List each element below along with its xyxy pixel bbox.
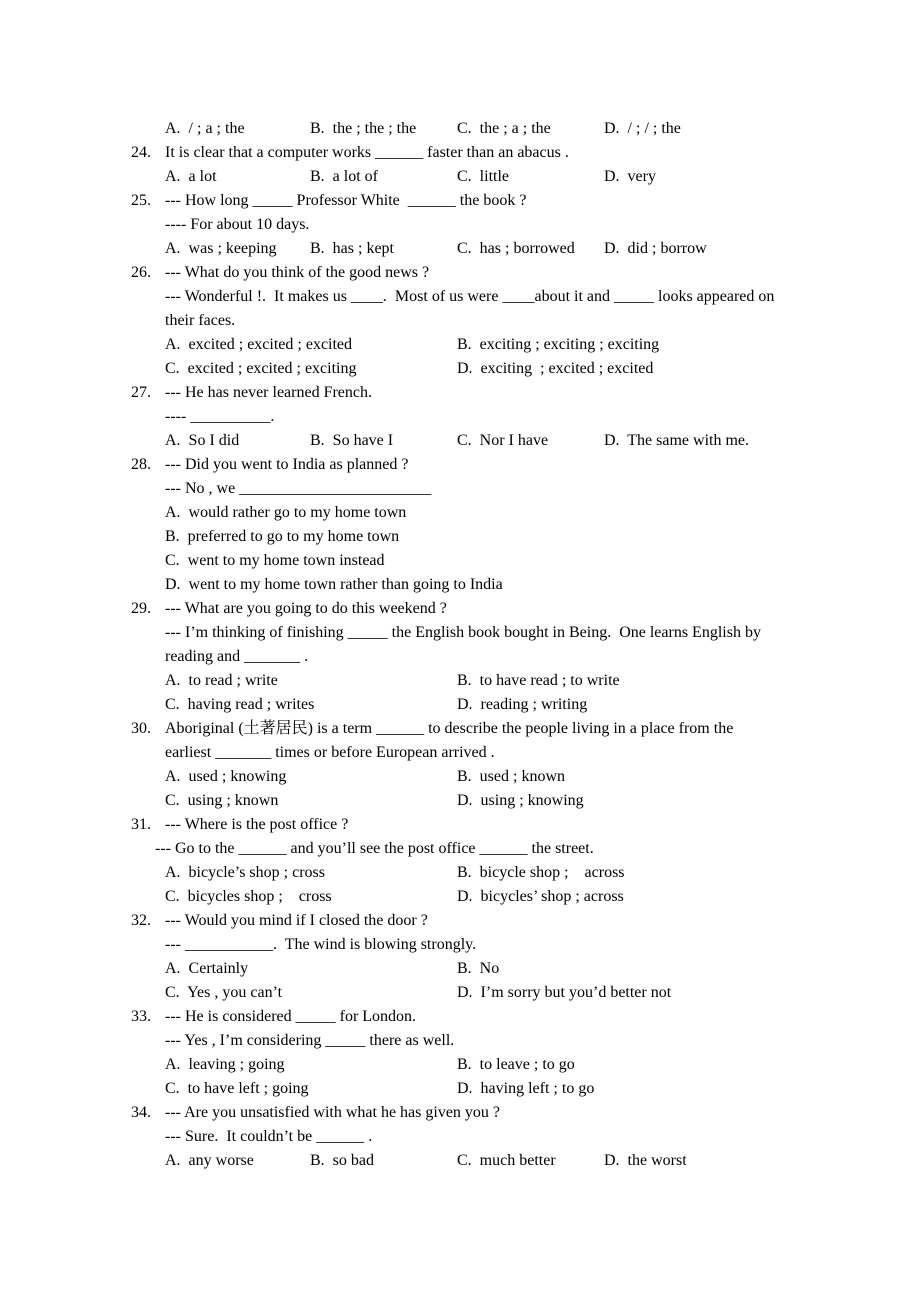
question-number: 27. <box>131 384 151 401</box>
options-row <box>0 957 920 981</box>
option-item: A. / ; a ; the <box>165 120 245 137</box>
option-item: D. did ; borrow <box>604 240 707 257</box>
options-row <box>0 333 920 357</box>
question-stem-text: --- Wonderful !. It makes us ____. Most of us were ____about it and _____ looks appeared on <box>165 288 775 305</box>
option-item: C. to have left ; going <box>165 1080 309 1097</box>
options-row <box>0 981 920 1005</box>
question-stem-text: ---- For about 10 days. <box>165 216 310 233</box>
question-number: 34. <box>131 1104 151 1121</box>
question-stem-text: earliest _______ times or before European arrived . <box>165 744 495 761</box>
option-item: C. bicycles shop ; cross <box>165 888 332 905</box>
options-row <box>0 1053 920 1077</box>
question-number: 25. <box>131 192 151 209</box>
option-item: A. to read ; write <box>165 672 278 689</box>
option-item: B. used ; known <box>457 768 565 785</box>
question-line <box>0 741 920 765</box>
question-stem-text: --- No , we ________________________ <box>165 480 432 497</box>
option-item: B. exciting ; exciting ; exciting <box>457 336 660 353</box>
option-item: C. having read ; writes <box>165 696 315 713</box>
question-stem-text: --- Sure. It couldn’t be ______ . <box>165 1128 373 1145</box>
options-row <box>0 525 920 549</box>
question-line <box>0 189 920 213</box>
option-item: D. / ; / ; the <box>604 120 681 137</box>
question-line <box>0 213 920 237</box>
option-item: C. much better <box>457 1152 556 1169</box>
option-item: C. excited ; excited ; exciting <box>165 360 357 377</box>
options-row <box>0 693 920 717</box>
option-item: D. using ; knowing <box>457 792 584 809</box>
option-item: D. the worst <box>604 1152 687 1169</box>
question-number: 31. <box>131 816 151 833</box>
option-item: A. Certainly <box>165 960 249 977</box>
options-row <box>0 669 920 693</box>
option-item: B. preferred to go to my home town <box>165 528 400 545</box>
question-line <box>0 645 920 669</box>
option-item: C. Yes , you can’t <box>165 984 283 1001</box>
options-row <box>0 573 920 597</box>
question-line <box>0 837 920 861</box>
question-line <box>0 405 920 429</box>
question-stem-text: Aboriginal (土著居民) is a term ______ to describe the people living in a place from the <box>165 720 734 737</box>
question-stem-text: --- He has never learned French. <box>165 384 373 401</box>
option-item: A. a lot <box>165 168 217 185</box>
question-line <box>0 597 920 621</box>
option-item: A. So I did <box>165 432 240 449</box>
option-item: C. the ; a ; the <box>457 120 551 137</box>
option-item: B. so bad <box>310 1152 374 1169</box>
option-item: D. The same with me. <box>604 432 750 449</box>
options-row <box>0 237 920 261</box>
options-row <box>0 1149 920 1173</box>
option-item: C. using ; known <box>165 792 279 809</box>
question-stem-text: --- Yes , I’m considering _____ there as well. <box>165 1032 455 1049</box>
option-item: D. having left ; to go <box>457 1080 595 1097</box>
question-line <box>0 381 920 405</box>
options-row <box>0 165 920 189</box>
options-row <box>0 549 920 573</box>
option-item: D. I’m sorry but you’d better not <box>457 984 672 1001</box>
question-list <box>0 117 920 1173</box>
option-item: A. would rather go to my home town <box>165 504 407 521</box>
question-stem-text: their faces. <box>165 312 236 329</box>
option-item: B. a lot of <box>310 168 378 185</box>
question-number: 26. <box>131 264 151 281</box>
question-line <box>0 1029 920 1053</box>
option-item: B. to leave ; to go <box>457 1056 575 1073</box>
option-item: B. the ; the ; the <box>310 120 417 137</box>
option-item: B. bicycle shop ; across <box>457 864 625 881</box>
option-item: B. has ; kept <box>310 240 394 257</box>
options-row <box>0 1077 920 1101</box>
option-item: B. to have read ; to write <box>457 672 620 689</box>
question-stem-text: --- What are you going to do this weekend ? <box>165 600 447 617</box>
question-line <box>0 261 920 285</box>
question-line <box>0 309 920 333</box>
option-item: A. leaving ; going <box>165 1056 285 1073</box>
question-number: 28. <box>131 456 151 473</box>
options-row <box>0 357 920 381</box>
question-line <box>0 141 920 165</box>
question-line <box>0 1101 920 1125</box>
question-number: 30. <box>131 720 151 737</box>
question-number: 32. <box>131 912 151 929</box>
options-row <box>0 885 920 909</box>
question-number: 29. <box>131 600 151 617</box>
question-number: 24. <box>131 144 151 161</box>
options-row <box>0 429 920 453</box>
question-stem-text: --- Would you mind if I closed the door ? <box>165 912 428 929</box>
option-item: B. So have I <box>310 432 394 449</box>
question-line <box>0 285 920 309</box>
options-row <box>0 789 920 813</box>
option-item: C. Nor I have <box>457 432 549 449</box>
question-stem-text: --- How long _____ Professor White ______ the book ? <box>165 192 527 209</box>
option-item: B. No <box>457 960 500 977</box>
option-item: D. bicycles’ shop ; across <box>457 888 624 905</box>
option-item: C. has ; borrowed <box>457 240 575 257</box>
question-stem-text: --- What do you think of the good news ? <box>165 264 430 281</box>
options-row <box>0 117 920 141</box>
option-item: D. went to my home town rather than going to India <box>165 576 503 593</box>
question-stem-text: --- I’m thinking of finishing _____ the English book bought in Being. One learns English by <box>165 624 761 641</box>
options-row <box>0 501 920 525</box>
option-item: D. exciting ; excited ; excited <box>457 360 654 377</box>
question-stem-text: --- Did you went to India as planned ? <box>165 456 409 473</box>
options-row <box>0 861 920 885</box>
question-line <box>0 933 920 957</box>
question-line <box>0 621 920 645</box>
question-line <box>0 909 920 933</box>
option-item: A. any worse <box>165 1152 254 1169</box>
question-stem-text: reading and _______ . <box>165 648 309 665</box>
option-item: A. excited ; excited ; excited <box>165 336 353 353</box>
question-stem-text: --- Where is the post office ? <box>165 816 349 833</box>
option-item: A. was ; keeping <box>165 240 277 257</box>
question-stem-text: --- Are you unsatisfied with what he has given you ? <box>165 1104 501 1121</box>
question-stem-text: --- He is considered _____ for London. <box>165 1008 417 1025</box>
question-line <box>0 477 920 501</box>
question-line <box>0 453 920 477</box>
question-line <box>0 717 920 741</box>
question-number: 33. <box>131 1008 151 1025</box>
question-stem-text: It is clear that a computer works ______ faster than an abacus . <box>165 144 569 161</box>
option-item: A. used ; knowing <box>165 768 287 785</box>
option-item: C. went to my home town instead <box>165 552 385 569</box>
option-item: D. very <box>604 168 656 185</box>
option-item: C. little <box>457 168 509 185</box>
question-line <box>0 1125 920 1149</box>
question-stem-text: --- Go to the ______ and you’ll see the post office ______ the street. <box>155 840 594 857</box>
option-item: A. bicycle’s shop ; cross <box>165 864 325 881</box>
question-stem-text: --- ___________. The wind is blowing strongly. <box>165 936 477 953</box>
options-row <box>0 765 920 789</box>
question-line <box>0 813 920 837</box>
question-line <box>0 1005 920 1029</box>
option-item: D. reading ; writing <box>457 696 588 713</box>
question-stem-text: ---- __________. <box>165 408 275 425</box>
